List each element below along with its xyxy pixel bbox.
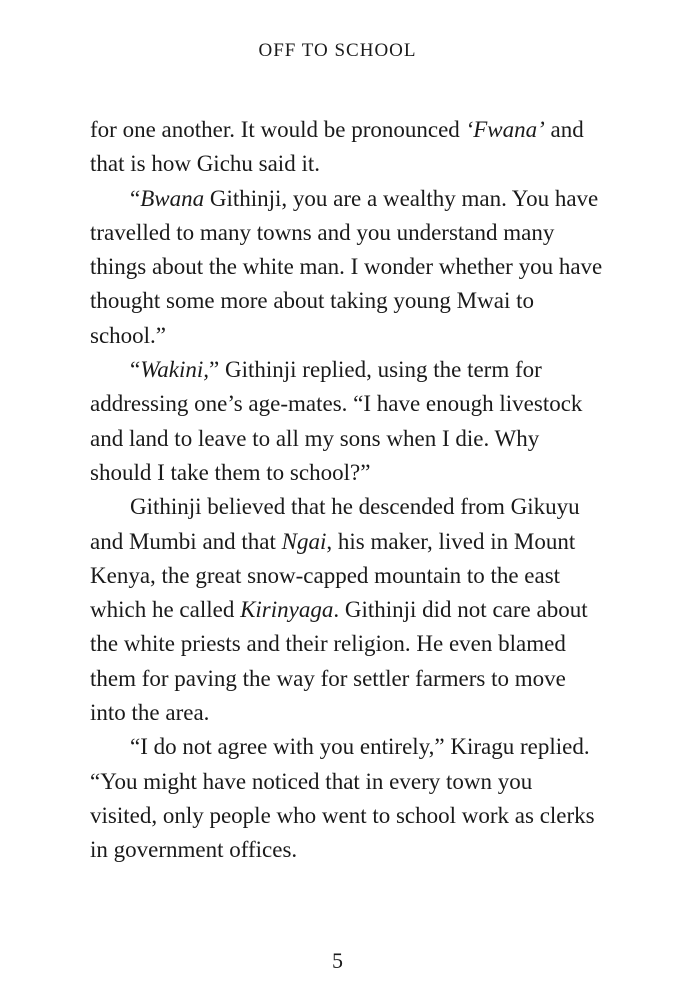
paragraph	[90, 353, 605, 490]
text-run: Githinji, you are a wealthy man. You have travelled to many towns and you understand many things about the white man. I wonder whether you have thought some more about taking young Mwai to school.”	[90, 185, 603, 348]
running-head: OFF TO SCHOOL	[258, 40, 417, 61]
italic-text: Kirinyaga	[240, 597, 334, 623]
italic-text: Bwana	[140, 185, 205, 211]
text-run: “	[130, 357, 141, 383]
italic-text: ‘Fwana’	[465, 117, 545, 142]
page-number: 5	[332, 948, 343, 973]
italic-text: Ngai	[281, 528, 327, 554]
italic-text: Wakini,	[140, 357, 210, 383]
text-run: and that is how Gichu said it.	[90, 117, 584, 177]
paragraph	[90, 490, 605, 730]
text-run: “	[130, 185, 141, 211]
paragraph	[90, 182, 605, 353]
paragraph	[90, 730, 605, 867]
text-run: Githinji believed that he descended from Gikuyu and Mumbi and that	[90, 494, 580, 554]
paragraph	[90, 113, 605, 182]
text-run: , his maker, lived in Mount Kenya, the great snow-capped mountain to the east which he called	[90, 528, 576, 623]
body-text	[90, 113, 605, 868]
text-run: for one another. It would be pronounced	[90, 117, 466, 142]
text-run: . Githinji did not care about the white priests and their religion. He even blamed them for paving the way for settler farmers to move into the area.	[90, 597, 588, 726]
text-run: ” Githinji replied, using the term for addressing one’s age-mates. “I have enough livestock and land to leave to all my sons when I die. Why should I take them to school?”	[90, 357, 583, 485]
text-run: “I do not agree with you entirely,” Kiragu replied. “You might have noticed that in every town you visited, only people who went to school work as clerks in government offices.	[90, 734, 595, 863]
